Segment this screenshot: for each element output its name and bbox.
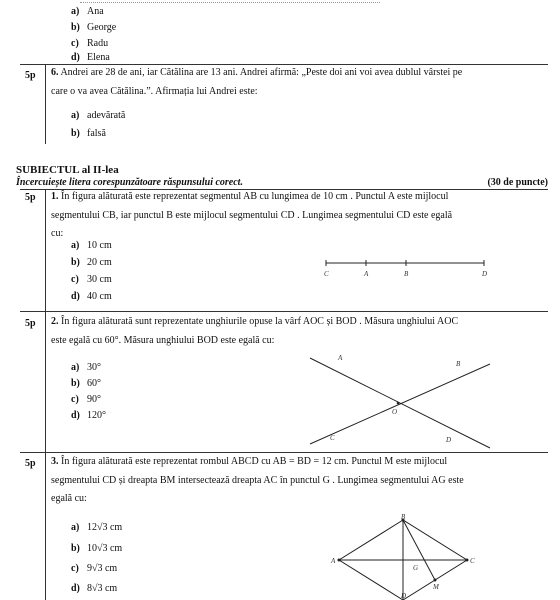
label-d: D (482, 270, 488, 278)
q2-top-rule (20, 311, 548, 312)
q2-text (51, 313, 546, 350)
q1-line3: cu: (51, 228, 64, 239)
option-text: 20 cm (87, 257, 112, 268)
option-letter: c) (71, 563, 79, 574)
option-text: 120° (87, 410, 106, 421)
q6-option-b[interactable] (71, 128, 106, 139)
q6-text (51, 64, 546, 101)
label-d: D (401, 592, 407, 600)
q5-option-a[interactable] (71, 6, 104, 17)
option-letter: c) (71, 394, 79, 405)
option-text: 9√3 cm (87, 563, 118, 574)
label-m: M (433, 583, 439, 591)
option-letter: a) (71, 362, 80, 373)
option-text: 40 cm (87, 291, 112, 302)
q3-rhombus-figure (325, 514, 485, 600)
option-text: 10 cm (87, 240, 112, 251)
option-letter: b) (71, 543, 80, 554)
q1-number: 1. (51, 191, 59, 202)
q1-option-d[interactable] (71, 291, 112, 302)
label-a: A (331, 557, 336, 565)
q2-option-b[interactable] (71, 378, 101, 389)
line-bc (310, 364, 490, 444)
q3-line3: egală cu: (51, 493, 87, 504)
option-letter: c) (71, 38, 79, 49)
cut-text-fragment (80, 0, 380, 3)
point-o (397, 402, 400, 405)
q5-option-c[interactable] (71, 38, 108, 49)
label-c: C (324, 270, 329, 278)
label-c: C (470, 557, 475, 565)
option-text: 8√3 cm (87, 583, 118, 594)
q2-line1: În figura alăturată sunt reprezentate unghiurile opuse la vârf AOC și BOD . Măsura unghiului AOC (61, 316, 459, 327)
q5-option-d[interactable] (71, 52, 110, 63)
q1-line2: segmentului CB, iar punctul B este mijlocul segmentului CD . Lungimea segmentului CD este egală (51, 209, 453, 221)
q5-block (0, 0, 560, 70)
q3-option-d[interactable] (71, 583, 117, 594)
label-c: C (330, 434, 335, 442)
q5-option-b[interactable] (71, 22, 116, 33)
label-b: B (404, 270, 409, 278)
option-text: 30° (87, 362, 101, 373)
option-letter: d) (71, 52, 80, 63)
q3-points-divider (45, 452, 46, 600)
option-letter: a) (71, 522, 80, 533)
option-letter: d) (71, 583, 80, 594)
q6-option-a[interactable] (71, 110, 125, 121)
label-b: B (456, 360, 461, 368)
label-g: G (413, 564, 419, 572)
option-text: 10√3 cm (87, 543, 123, 554)
option-letter: b) (71, 257, 80, 268)
q3-option-b[interactable] (71, 543, 122, 554)
option-text: 60° (87, 378, 101, 389)
q3-text (51, 453, 546, 509)
q3-number: 3. (51, 456, 59, 467)
option-text: George (87, 22, 117, 33)
option-text: Elena (87, 52, 110, 63)
q6-points-divider (45, 64, 46, 144)
q3-option-a[interactable] (71, 522, 122, 533)
option-text: Radu (87, 38, 109, 49)
q2-angles-figure (280, 350, 510, 452)
label-a: A (338, 354, 343, 362)
option-text: 30 cm (87, 274, 112, 285)
q1-text (51, 188, 546, 244)
option-letter: b) (71, 22, 80, 33)
q2-option-a[interactable] (71, 362, 101, 373)
q3-option-c[interactable] (71, 563, 117, 574)
q1-segment-figure (320, 252, 500, 282)
q3-points: 5p (25, 458, 36, 469)
section-title: SUBIECTUL al II-lea (16, 164, 119, 176)
q2-option-c[interactable] (71, 394, 101, 405)
option-letter: b) (71, 128, 80, 139)
q1-option-c[interactable] (71, 274, 112, 285)
q6-points: 5p (25, 70, 36, 81)
section-instruction: Încercuiește litera corespunzătoare răspunsului corect. (16, 177, 243, 188)
q2-number: 2. (51, 316, 59, 327)
q1-points: 5p (25, 192, 36, 203)
q1-option-b[interactable] (71, 257, 112, 268)
label-a: A (364, 270, 369, 278)
q1-option-a[interactable] (71, 240, 112, 251)
option-text: 12√3 cm (87, 522, 123, 533)
q6-number: 6. (51, 67, 59, 78)
q1-points-divider (45, 189, 46, 311)
q6-line2: care o va avea Cătălina.”. Afirmația lui Andrei este: (51, 85, 258, 97)
option-letter: c) (71, 274, 79, 285)
q3-line2: segmentului CD și dreapta BM intersectează dreapta AC în punctul G . Lungimea segmentului AG este (51, 474, 464, 486)
q2-points-divider (45, 311, 46, 452)
label-b: B (401, 514, 406, 521)
option-text: adevărată (87, 110, 126, 121)
segment-bm (403, 520, 435, 580)
option-text: falsă (87, 128, 106, 139)
label-d: D (446, 436, 452, 444)
q3-line1: În figura alăturată este reprezentat rombul ABCD cu AB = BD = 12 cm. Punctul M este mijlocul (61, 456, 448, 467)
option-text: 90° (87, 394, 101, 405)
option-letter: d) (71, 291, 80, 302)
section-points: (30 de puncte) (487, 177, 548, 188)
option-letter: b) (71, 378, 80, 389)
option-letter: a) (71, 240, 80, 251)
q2-line2: este egală cu 60°. Măsura unghiului BOD este egală cu: (51, 334, 275, 346)
option-text: Ana (87, 6, 104, 17)
point-a (338, 559, 341, 562)
point-c (466, 559, 469, 562)
option-letter: a) (71, 110, 80, 121)
point-m (434, 579, 437, 582)
label-o: O (392, 408, 398, 416)
q6-line1: Andrei are 28 de ani, iar Cătălina are 13 ani. Andrei afirmă: „Peste doi ani voi avea dublul vârstei pe (60, 67, 463, 78)
option-letter: d) (71, 410, 80, 421)
option-letter: a) (71, 6, 80, 17)
q2-points: 5p (25, 318, 36, 329)
q2-option-d[interactable] (71, 410, 106, 421)
line-ad (310, 358, 490, 448)
q1-line1: În figura alăturată este reprezentat segmentul AB cu lungimea de 10 cm . Punctul A este mijlocul (61, 191, 449, 202)
